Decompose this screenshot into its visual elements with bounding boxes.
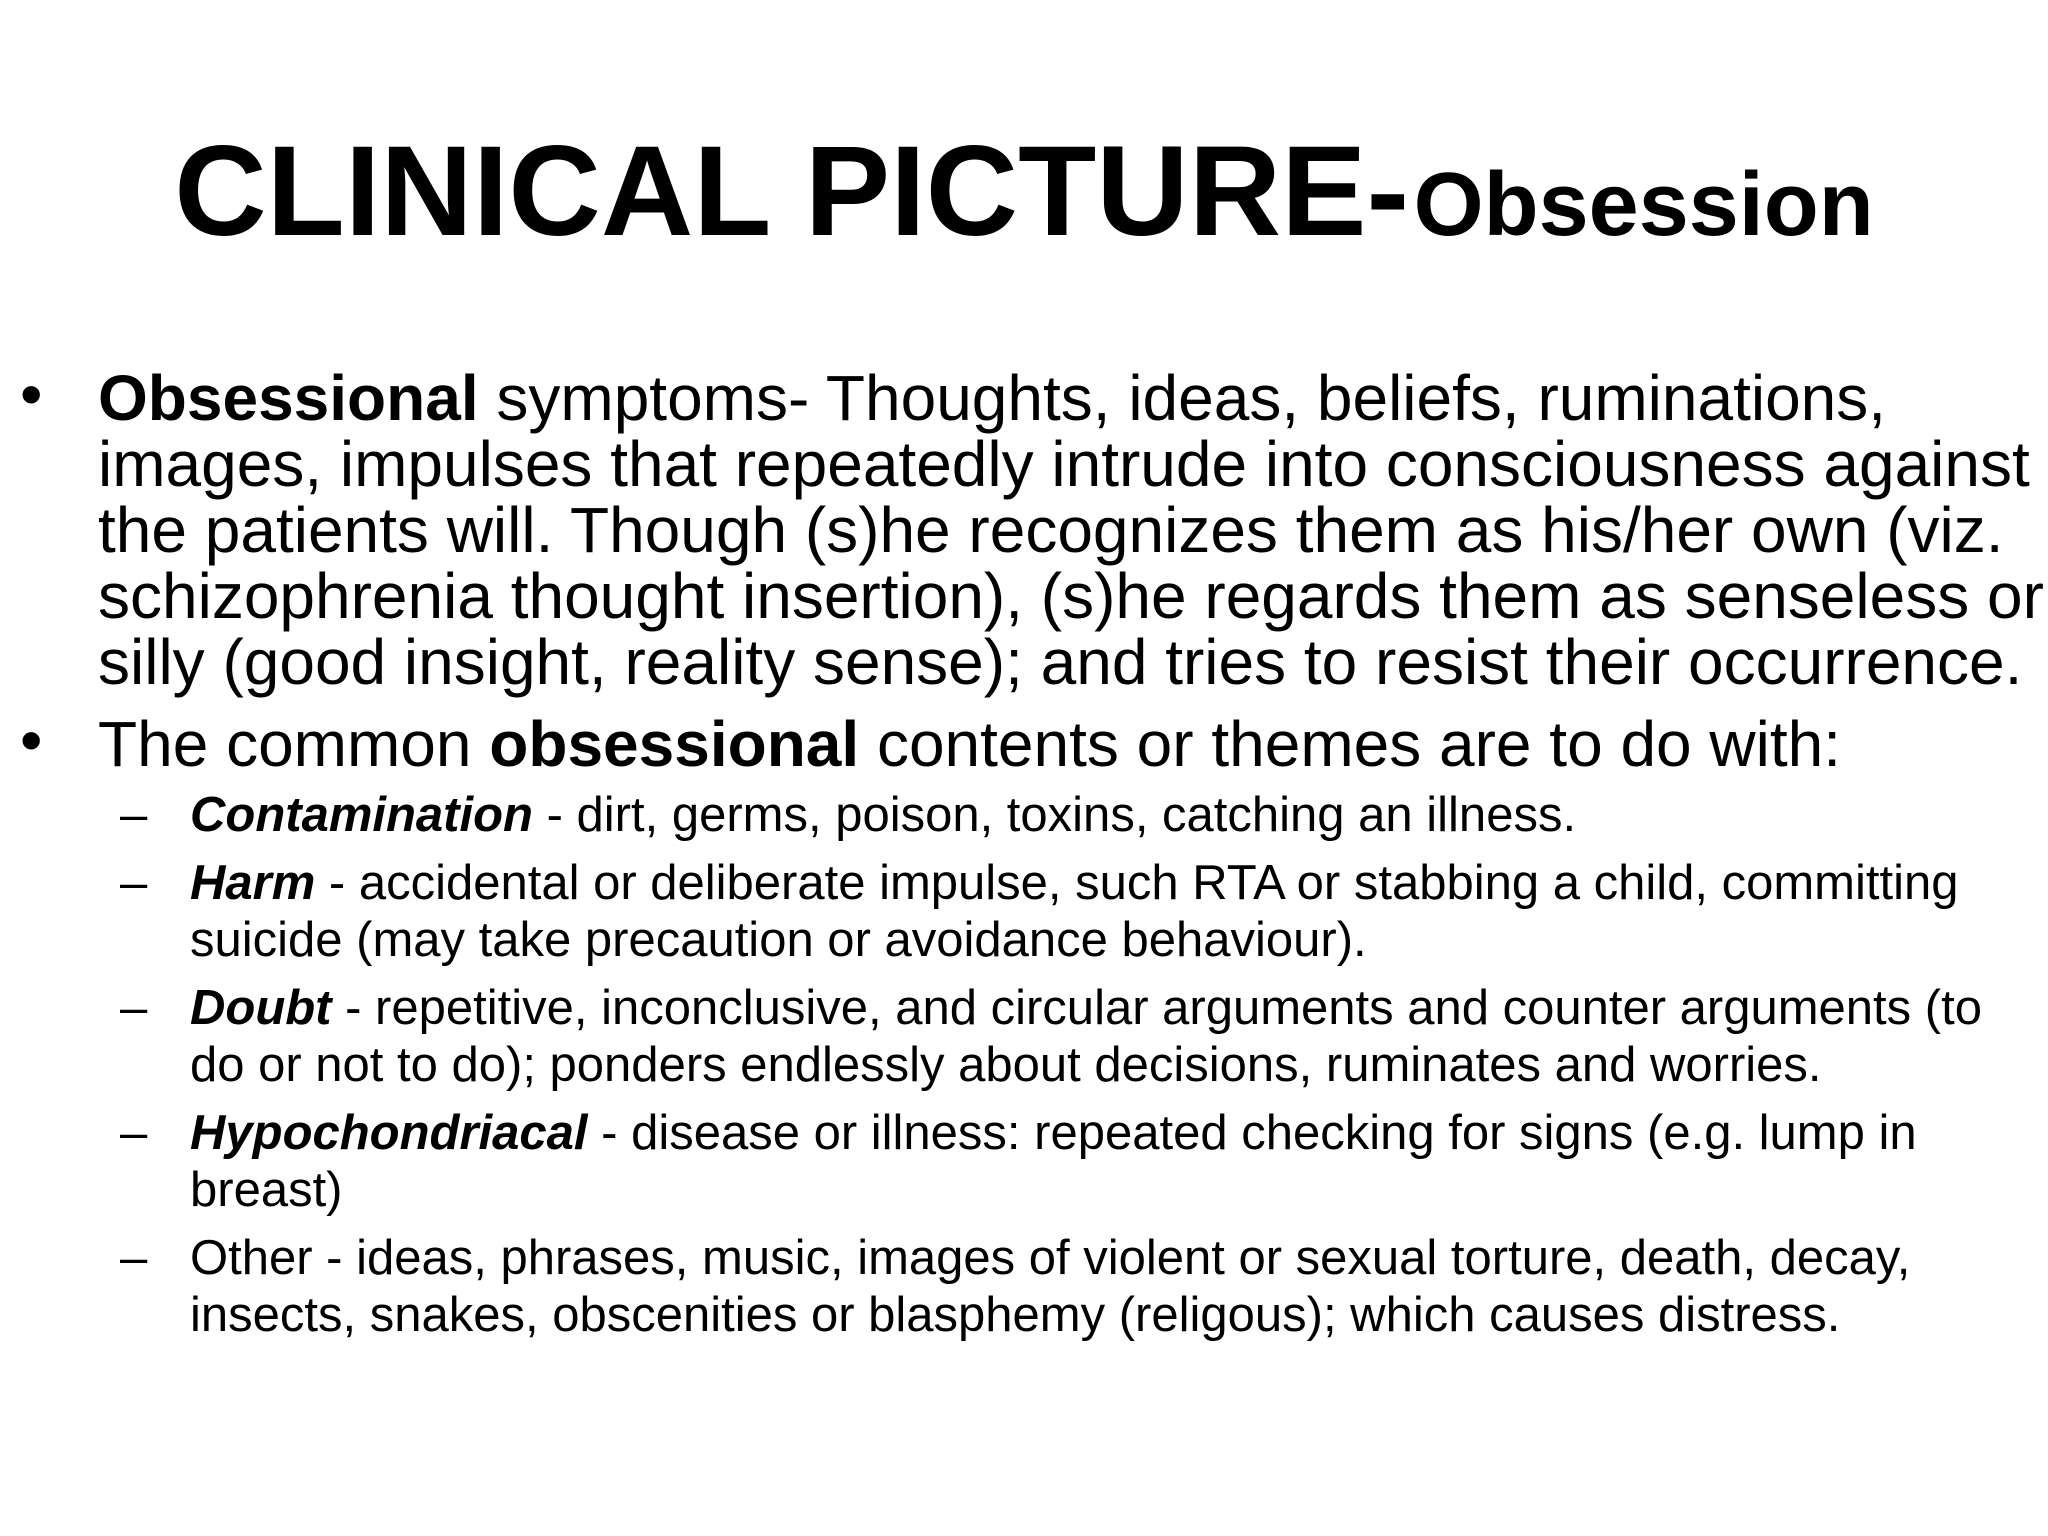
subbullet-text: - dirt, germs, poison, toxins, catching an illness. (532, 788, 1577, 842)
bullet-bold-term: Obsessional (98, 362, 479, 434)
subbullet-item (98, 1230, 2045, 1344)
dash-icon: – (120, 788, 148, 842)
slide-title (0, 120, 2048, 263)
subbullet-item (98, 980, 2045, 1094)
dash-icon: – (120, 856, 148, 910)
title-sub: Obsession (1413, 155, 1874, 255)
bullet-dot-icon: • (20, 358, 43, 430)
subbullet-text: Other - ideas, phrases, music, images of violent or sexual torture, death, decay, insects, snakes, obscenities or blasphemy (religous); which causes distress. (190, 1231, 1911, 1342)
subbullet-item (98, 855, 2045, 969)
subbullet-item (98, 787, 2045, 844)
bullet-item (20, 704, 2045, 780)
dash-icon: – (120, 1231, 148, 1285)
dash-icon: – (120, 1106, 148, 1160)
bullet-bold-term: obsessional (489, 708, 860, 780)
bullet-item (20, 358, 2045, 698)
subbullet-text: - repetitive, inconclusive, and circular arguments and counter arguments (to do or not to do); ponders endlessly about decisions, ruminates and worries. (190, 981, 1982, 1092)
subbullet-item (98, 1105, 2045, 1219)
bullet-dot-icon: • (20, 704, 43, 776)
slide-body (20, 358, 2045, 1355)
bullet-text: The common (98, 708, 490, 780)
subbullet-text: - accidental or deliberate impulse, such RTA or stabbing a child, committing suicide (may take precaution or avoidance behaviour). (190, 856, 1959, 967)
subbullet-term: Harm (190, 856, 316, 910)
dash-icon: – (120, 981, 148, 1035)
subbullet-term: Doubt (190, 981, 332, 1035)
subbullet-term: Hypochondriacal (190, 1106, 588, 1160)
title-main: CLINICAL PICTURE- (174, 120, 1410, 263)
bullet-text: symptoms- Thoughts, ideas, beliefs, ruminations, images, impulses that repeatedly intrude into consciousness against the patients will. Though (s)he recognizes them as his/her own (viz. schizophrenia thought insertion), (s)he regards them as senseless or silly (good insight, reality sense); and tries to resist their occurrence. (98, 362, 2044, 698)
bullet-text: contents or themes are to do with: (859, 708, 1841, 780)
subbullet-term: Contamination (190, 788, 533, 842)
subbullet-text: - disease or illness: repeated checking for signs (e.g. lump in breast) (190, 1106, 1917, 1217)
